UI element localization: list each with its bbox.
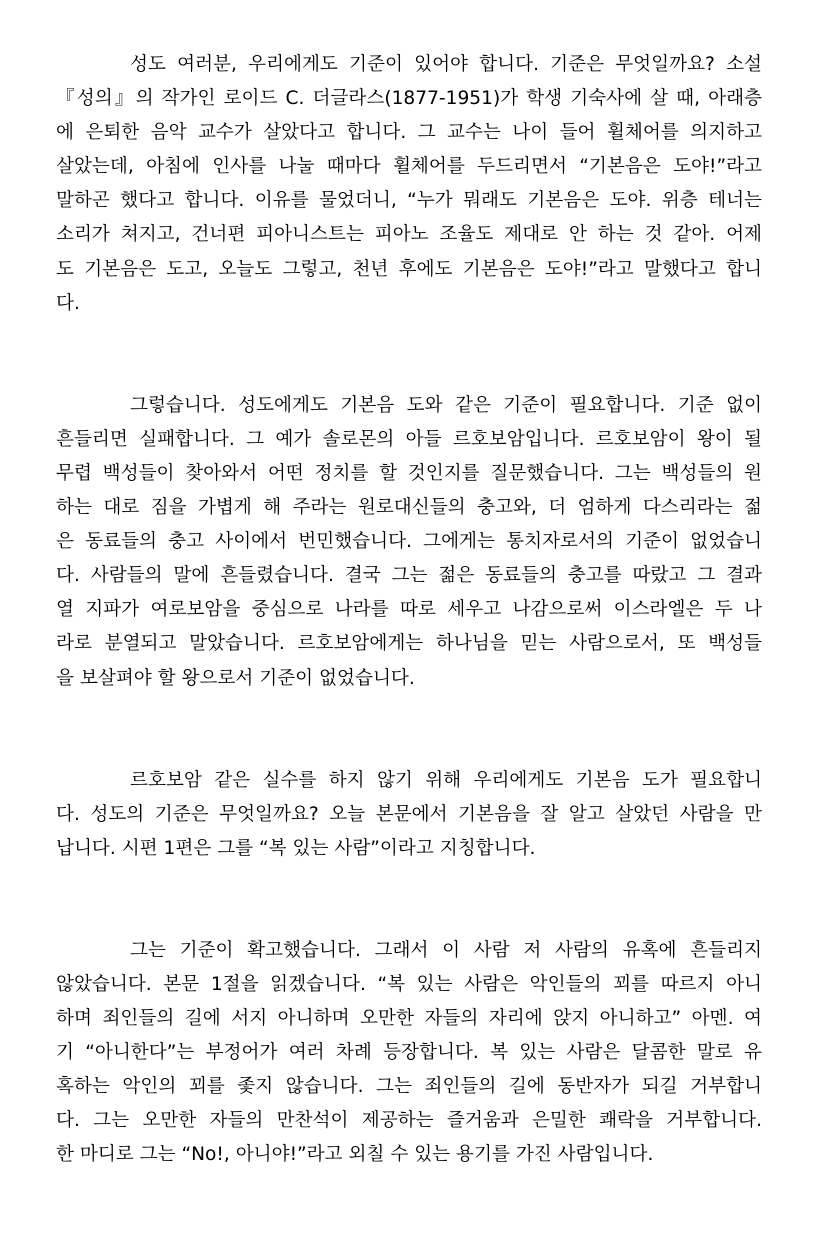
text-line: 그는 기준이 확고했습니다. 그래서 이 사람 저 사람의 유혹에 흔들리지 xyxy=(130,939,762,961)
text-line: 한 마디로 그는 “No!, 아니야!”라고 외칠 수 있는 용기를 가진 사람입니다. xyxy=(56,1144,654,1166)
text-line: 않았습니다. 본문 1절을 읽겠습니다. “복 있는 사람은 악인들의 꾀를 따르지 아니 xyxy=(56,973,762,995)
text-line: 그렇습니다. 성도에게도 기본음 도와 같은 기준이 필요합니다. 기준 없이 xyxy=(130,394,762,416)
text-line: 혹하는 악인의 꾀를 좇지 않습니다. 그는 죄인들의 길에 동반자가 되길 거부합니 xyxy=(56,1076,762,1098)
text-line: 말하곤 했다고 합니다. 이유를 물었더니, “누가 뭐래도 기본음은 도야. 위층 테너는 xyxy=(56,190,762,212)
text-line: 은 동료들의 충고 사이에서 번민했습니다. 그에게는 통치자로서의 기준이 없었습니 xyxy=(56,531,762,553)
text-line: 을 보살펴야 할 왕으로서 기준이 없었습니다. xyxy=(56,667,415,689)
document-body xyxy=(56,48,762,1241)
paragraph-2 xyxy=(56,389,762,696)
paragraph-3 xyxy=(56,764,762,866)
text-line: 열 지파가 여로보암을 중심으로 나라를 따로 세우고 나감으로써 이스라엘은 두 나 xyxy=(56,599,762,621)
text-line: 『성의』의 작가인 로이드 C. 더글라스(1877-1951)가 학생 기숙사에 살 때, 아래층 xyxy=(56,88,762,110)
text-line: 기 “아니한다”는 부정어가 여러 차례 등장합니다. 복 있는 사람은 달콤한 말로 유 xyxy=(56,1042,762,1064)
text-line: 무렵 백성들이 찾아와서 어떤 정치를 할 것인지를 질문했습니다. 그는 백성들의 원 xyxy=(56,462,762,484)
text-line: 하는 대로 짐을 가볍게 해 주라는 원로대신들의 충고와, 더 엄하게 다스리라는 젊 xyxy=(56,497,762,519)
text-line: 르호보암 같은 실수를 하지 않기 위해 우리에게도 기본음 도가 필요합니 xyxy=(130,769,762,791)
text-line: 살았는데, 아침에 인사를 나눌 때마다 휠체어를 두드리면서 “기본음은 도야!”라고 xyxy=(56,156,762,178)
paragraph-1 xyxy=(56,48,762,321)
text-line: 다. 사람들의 말에 흔들렸습니다. 결국 그는 젊은 동료들의 충고를 따랐고 그 결과 xyxy=(56,565,762,587)
text-line: 납니다. 시편 1편은 그를 “복 있는 사람”이라고 지칭합니다. xyxy=(56,837,536,859)
paragraph-4 xyxy=(56,934,762,1173)
text-line: 흔들리면 실패합니다. 그 예가 솔로몬의 아들 르호보암입니다. 르호보암이 왕이 될 xyxy=(56,428,762,450)
text-line: 다. 성도의 기준은 무엇일까요? 오늘 본문에서 기본음을 잘 알고 살았던 사람을 만 xyxy=(56,803,762,825)
text-line: 성도 여러분, 우리에게도 기준이 있어야 합니다. 기준은 무엇일까요? 소설 xyxy=(130,54,762,75)
text-line: 하며 죄인들의 길에 서지 아니하며 오만한 자들의 자리에 앉지 아니하고” 아멘. 여 xyxy=(56,1008,762,1030)
text-line: 다. 그는 오만한 자들의 만찬석이 제공하는 즐거움과 은밀한 쾌락을 거부합니다. xyxy=(56,1110,762,1132)
text-line: 라로 분열되고 말았습니다. 르호보암에게는 하나님을 믿는 사람으로서, 또 백성들 xyxy=(56,633,762,655)
text-line: 에 은퇴한 음악 교수가 살았다고 합니다. 그 교수는 나이 들어 휠체어를 의지하고 xyxy=(56,122,762,144)
text-line: 소리가 쳐지고, 건너편 피아니스트는 피아노 조율도 제대로 안 하는 것 같아. 어제 xyxy=(56,224,762,246)
text-line: 다. xyxy=(56,292,80,314)
text-line: 도 기본음은 도고, 오늘도 그렇고, 천년 후에도 기본음은 도야!”라고 말했다고 합니 xyxy=(56,258,762,280)
